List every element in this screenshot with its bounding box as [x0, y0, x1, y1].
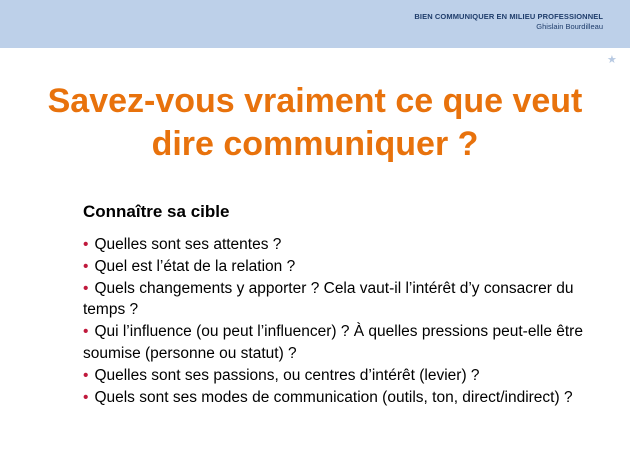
header-author: Ghislain Bourdilleau [536, 22, 603, 31]
header-title: BIEN COMMUNIQUER EN MILIEU PROFESSIONNEL [414, 12, 603, 21]
list-item-text: Qui l’influence (ou peut l’influencer) ? À quelles pressions peut-elle être soumise (personne ou statut) ? [83, 323, 583, 362]
list-item [83, 256, 598, 278]
list-item-text: Quel est l’état de la relation ? [94, 257, 296, 275]
bullet-list [83, 234, 598, 408]
bullet-marker: • [83, 279, 89, 297]
list-item [83, 278, 598, 322]
list-item [83, 387, 598, 409]
bullet-marker: • [83, 388, 89, 406]
slide-title-line-1: Savez-vous vraiment ce que veut [47, 82, 583, 120]
star-icon: ★ [607, 54, 617, 66]
slide-title-line-2: dire communiquer ? [151, 125, 479, 163]
slide-title [0, 80, 630, 166]
list-item [83, 321, 598, 365]
header [414, 12, 603, 32]
list-item-text: Quelles sont ses passions, ou centres d’intérêt (levier) ? [94, 366, 480, 384]
section-heading: Connaître sa cible [83, 202, 230, 221]
list-item-text: Quels sont ses modes de communication (outils, ton, direct/indirect) ? [94, 388, 573, 406]
bullet-marker: • [83, 323, 89, 341]
bullet-marker: • [83, 236, 89, 253]
list-item [83, 365, 598, 387]
list-item-text: Quels changements y apporter ? Cela vaut-il l’intérêt d’y consacrer du temps ? [83, 279, 574, 319]
list-item [83, 234, 598, 256]
bullet-marker: • [83, 366, 89, 384]
bullet-marker: • [83, 257, 89, 275]
list-item-text: Quelles sont ses attentes ? [94, 236, 282, 253]
